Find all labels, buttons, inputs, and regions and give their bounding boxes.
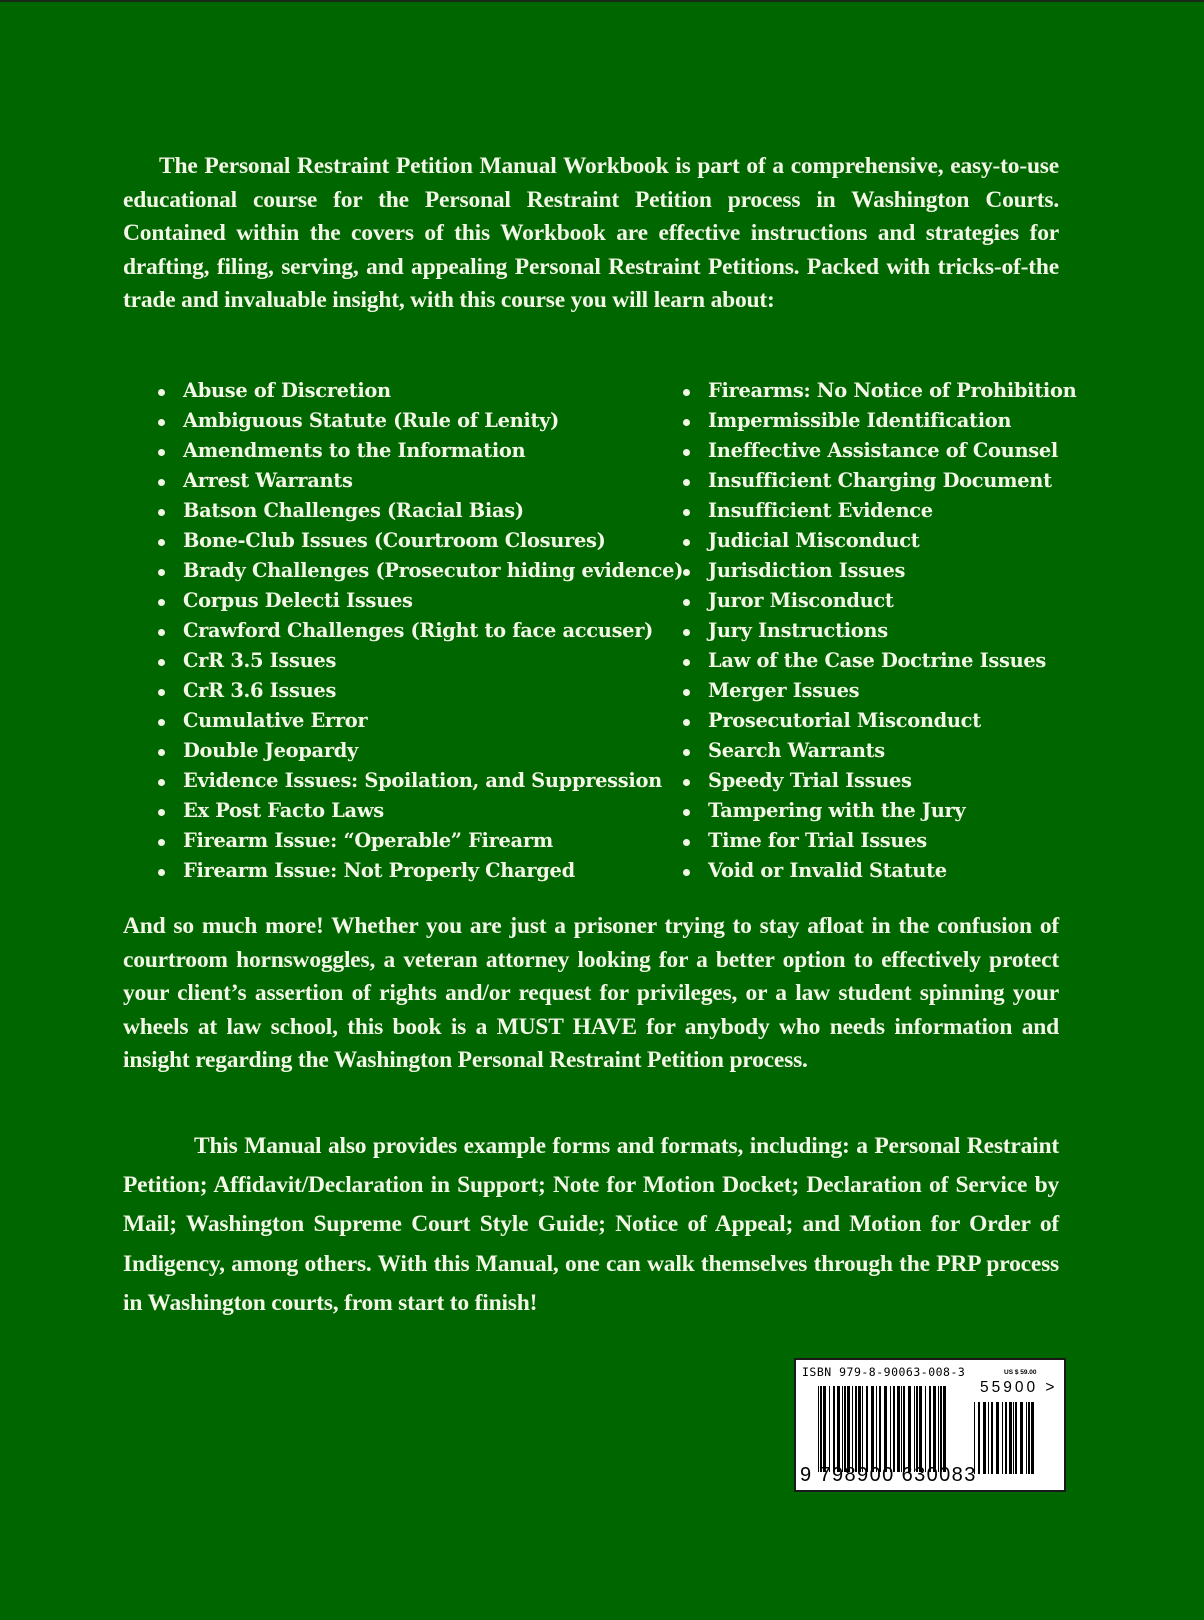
barcode-bar xyxy=(991,1402,993,1474)
topic-item: Tampering with the Jury xyxy=(680,796,1076,826)
topic-item: Impermissible Identification xyxy=(680,406,1076,436)
topic-item: Cumulative Error xyxy=(155,706,683,736)
topic-item: Double Jeopardy xyxy=(155,736,683,766)
barcode-bar xyxy=(933,1386,936,1472)
topic-item: Corpus Delecti Issues xyxy=(155,586,683,616)
topic-item: Ex Post Facto Laws xyxy=(155,796,683,826)
isbn-barcode xyxy=(794,1358,1066,1492)
barcode-bar xyxy=(1002,1402,1003,1474)
barcode-bar xyxy=(919,1386,922,1472)
barcode-bar xyxy=(1028,1402,1030,1474)
barcode-bar xyxy=(862,1386,863,1472)
topic-item: Bone-Club Issues (Courtroom Closures) xyxy=(155,526,683,556)
intro-paragraph: The Personal Restraint Petition Manual Workbook is part of a comprehensive, easy-to-use educational course for the Personal Restraint Petition process in Washington Courts. Contained within the covers of this Workbook are effective instructions and strategies for drafting, filing, serving, and appealing Personal Restraint Petitions. Packed with tricks-of-the trade and invaluable insight, with this course you will learn about: xyxy=(123,153,1059,314)
topic-item: CrR 3.5 Issues xyxy=(155,646,683,676)
barcode-bar xyxy=(871,1386,874,1472)
topic-item: Judicial Misconduct xyxy=(680,526,1076,556)
addon-barcode-bars xyxy=(974,1402,1036,1474)
price-code: 55900 > xyxy=(980,1379,1058,1396)
topic-item: Prosecutorial Misconduct xyxy=(680,706,1076,736)
topic-item: Ineffective Assistance of Counsel xyxy=(680,436,1076,466)
barcode-bar xyxy=(940,1386,942,1472)
topic-item: Batson Challenges (Racial Bias) xyxy=(155,496,683,526)
topic-item: Evidence Issues: Spoilation, and Suppression xyxy=(155,766,683,796)
topic-item: Speedy Trial Issues xyxy=(680,766,1076,796)
barcode-bar xyxy=(929,1386,931,1472)
topic-item: Abuse of Discretion xyxy=(155,376,683,406)
topic-item: Insufficient Charging Document xyxy=(680,466,1076,496)
barcode-bar xyxy=(820,1386,822,1472)
barcode-bar xyxy=(903,1386,905,1472)
topic-item: Void or Invalid Statute xyxy=(680,856,1076,886)
topic-item: Merger Issues xyxy=(680,676,1076,706)
barcode-bar xyxy=(925,1386,926,1472)
topic-item: Search Warrants xyxy=(680,736,1076,766)
topic-item: Firearm Issue: “Operable” Firearm xyxy=(155,826,683,856)
barcode-bar xyxy=(855,1386,857,1472)
topic-item: CrR 3.6 Issues xyxy=(155,676,683,706)
barcode-bar xyxy=(1005,1402,1007,1474)
barcode-bar xyxy=(1013,1402,1014,1474)
barcode-bar xyxy=(978,1402,980,1474)
barcode-bar xyxy=(879,1386,881,1472)
more-paragraph: And so much more! Whether you are just a prisoner trying to stay afloat in the confusion of courtroom hornswoggles, a veteran attorney looking for a better option to effectively protect your client’s assertion of rights and/or request for privileges, or a law student spinning your wheels at law school, this book is a MUST HAVE for anybody who needs information and insight regarding the Washington Personal Restraint Petition process. xyxy=(123,913,1059,1074)
topic-item: Firearms: No Notice of Prohibition xyxy=(680,376,1076,406)
topic-item: Law of the Case Doctrine Issues xyxy=(680,646,1076,676)
topic-item: Juror Misconduct xyxy=(680,586,1076,616)
ean-digits: 9 798900 630083 xyxy=(800,1464,977,1486)
barcode-bar xyxy=(876,1386,877,1472)
topic-item: Brady Challenges (Prosecutor hiding evidence) xyxy=(155,556,683,586)
barcode-bar xyxy=(996,1402,999,1474)
topic-item: Firearm Issue: Not Properly Charged xyxy=(155,856,683,886)
barcode-bar xyxy=(842,1386,843,1472)
topic-item: Amendments to the Information xyxy=(155,436,683,466)
topic-item: Crawford Challenges (Right to face accuser) xyxy=(155,616,683,646)
barcode-bar xyxy=(914,1386,915,1472)
barcode-bar xyxy=(938,1386,939,1472)
barcode-bar xyxy=(844,1386,846,1472)
barcode-bar xyxy=(866,1386,868,1472)
barcode-bar xyxy=(1026,1402,1027,1474)
barcode-bar xyxy=(988,1402,989,1474)
price-label: US $ 59.00 xyxy=(1004,1369,1037,1376)
barcode-bar xyxy=(1031,1402,1034,1474)
barcode-bar xyxy=(858,1386,861,1472)
barcode-bar xyxy=(983,1402,986,1474)
barcode-bar xyxy=(916,1386,918,1472)
barcode-bar xyxy=(837,1386,840,1472)
barcode-bar xyxy=(847,1386,850,1472)
barcode-bar xyxy=(943,1386,946,1472)
barcode-bar xyxy=(893,1386,895,1472)
barcode-bar xyxy=(1015,1402,1017,1474)
topic-item: Ambiguous Statute (Rule of Lenity) xyxy=(155,406,683,436)
barcode-bar xyxy=(818,1386,819,1472)
barcode-bar xyxy=(833,1386,835,1472)
topic-item: Jury Instructions xyxy=(680,616,1076,646)
topic-item: Arrest Warrants xyxy=(155,466,683,496)
barcode-bar xyxy=(908,1386,911,1472)
topic-item: Insufficient Evidence xyxy=(680,496,1076,526)
barcode-bar xyxy=(897,1386,900,1472)
barcode-bar xyxy=(884,1386,887,1472)
topics-list-left xyxy=(155,376,683,886)
barcode-bar xyxy=(829,1386,830,1472)
barcode-bar xyxy=(1020,1402,1023,1474)
isbn-label: ISBN 979-8-90063-008-3 xyxy=(802,1365,966,1379)
topic-item: Time for Trial Issues xyxy=(680,826,1076,856)
barcode-bar xyxy=(852,1386,853,1472)
barcode-bar xyxy=(823,1386,826,1472)
ean-barcode-bars xyxy=(818,1386,946,1472)
barcode-bar xyxy=(1009,1402,1012,1474)
barcode-bar xyxy=(890,1386,891,1472)
topics-list-right xyxy=(680,376,1076,886)
forms-paragraph: This Manual also provides example forms and formats, including: a Personal Restraint Petition; Affidavit/Declaration in Support; Note for Motion Docket; Declaration of Service by Mail; Washington Supreme Court Style Guide; Notice of Appeal; and Motion for Order of Indigency, among others. With this Manual, one can walk themselves through the PRP process in Washington courts, from start to finish! xyxy=(123,1133,1059,1316)
barcode-bar xyxy=(901,1386,902,1472)
topic-item: Jurisdiction Issues xyxy=(680,556,1076,586)
